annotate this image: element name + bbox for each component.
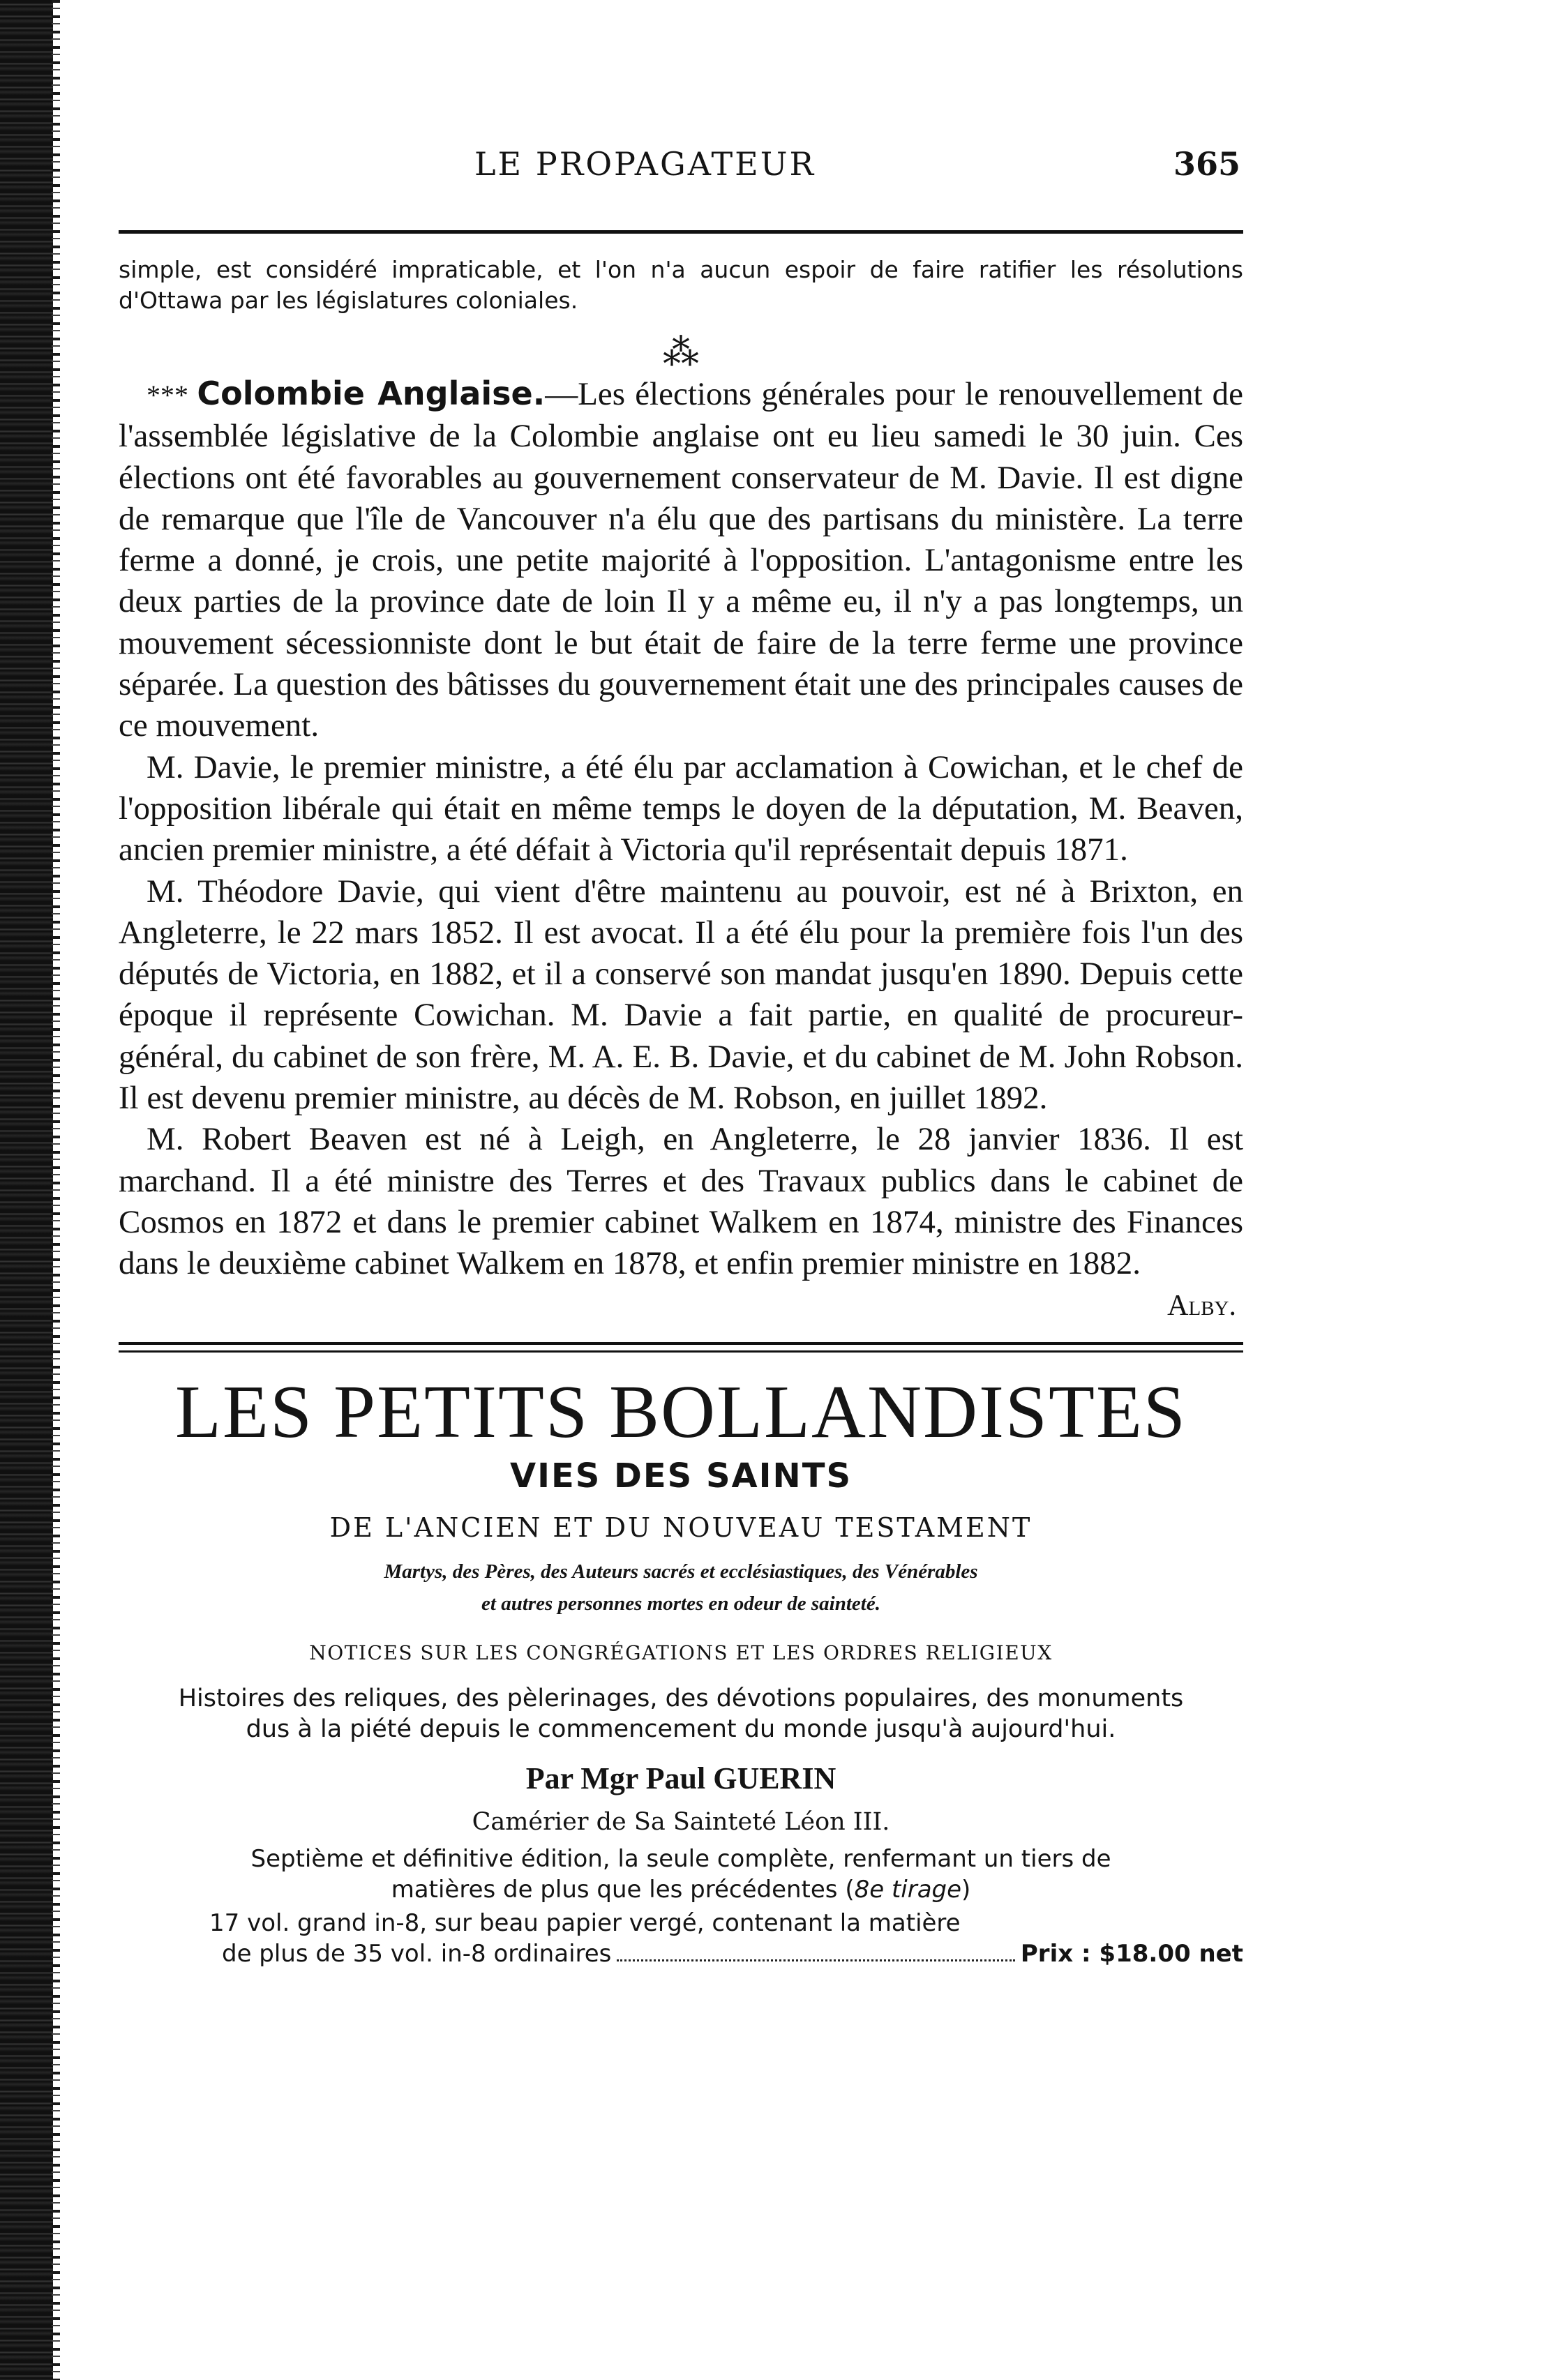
journal-title: LE PROPAGATEUR xyxy=(474,145,816,183)
section-asterism: ⁂ xyxy=(663,332,699,374)
page-number: 365 xyxy=(1173,145,1240,183)
advertisement-rule xyxy=(119,1342,1243,1353)
ad-subtitle: VIES DES SAINTS xyxy=(509,1456,853,1496)
ad-description-1: Histoires des reliques, des pèlerinages, des dévotions populaires, des monuments xyxy=(178,1684,1184,1712)
ad-author: Par Mgr Paul GUERIN xyxy=(525,1761,836,1795)
paragraph-text: —Les élections générales pour le renouvellement de l'assemblée législative de la Colombie anglaise ont eu lieu samedi le 30 juin. Ces élections ont été favorables au gouvernement conservateur de M. Davie. Il est digne de remarque que l'île de Vancouver n'a élu que des partisans du ministère. La terre ferme a donné, je crois, une petite majorité à l'opposition. L'antagonisme entre les deux parties de la province date de loin Il y a même eu, il n'y a pas longtemps, un mouvement sécessionniste dont le but était de faire de la terre ferme une province séparée. La question des bâtisses du gouvernement était une des principales causes de ce mouvement. xyxy=(119,376,1243,744)
ad-testament: DE L'ANCIEN ET DU NOUVEAU TESTAMENT xyxy=(329,1512,1033,1543)
ad-edition-2 xyxy=(119,1874,1243,1905)
article-paragraph-2: M. Davie, le premier ministre, a été élu par acclamation à Cowichan, et le chef de l'opposition libérale qui était en même temps le doyen de la députation, M. Beaven, ancien premier ministre, a été défait à Victoria qu'il représentait depuis 1871. xyxy=(119,748,1243,868)
ad-volumes: 17 vol. grand in-8, sur beau papier vergé, contenant la matière xyxy=(209,1908,961,1937)
advertisement xyxy=(119,1371,1243,1969)
section-heading: Colombie Anglaise. xyxy=(197,375,546,412)
ad-italic-line-1: Martys, des Pères, des Auteurs sacrés et ecclésiastiques, des Vénérables xyxy=(384,1560,978,1583)
ad-edition-text: matières de plus que les précédentes ( xyxy=(391,1875,855,1904)
article-paragraph-1 xyxy=(119,373,1243,747)
running-head xyxy=(119,133,1243,195)
ad-description-2: dus à la piété depuis le commencement du monde jusqu'à aujourd'hui. xyxy=(246,1715,1116,1743)
ad-notices: NOTICES SUR LES CONGRÉGATIONS ET LES ORDRES RELIGIEUX xyxy=(309,1641,1053,1664)
ad-author-role: Camérier de Sa Sainteté Léon III. xyxy=(472,1807,890,1836)
author-signature: Alby. xyxy=(1167,1289,1236,1322)
ad-edition-close: ) xyxy=(961,1875,971,1904)
ad-edition-tirage: 8e tirage xyxy=(854,1875,962,1904)
ad-italic-line-2: et autres personnes mortes en odeur de sainteté. xyxy=(481,1592,880,1615)
ad-price-line xyxy=(119,1938,1243,1969)
ad-edition-1: Septième et définitive édition, la seule complète, renfermant un tiers de xyxy=(250,1844,1111,1873)
ad-volumes-2: de plus de 35 vol. in-8 ordinaires xyxy=(222,1939,612,1968)
continuation-paragraph: simple, est considéré impraticable, et l'on n'a aucun espoir de faire ratifier les résolutions d'Ottawa par les législatures coloniales. xyxy=(119,256,1243,314)
lead-asterisks: *** xyxy=(147,379,197,411)
page xyxy=(119,133,1243,1969)
ad-title: LES PETITS BOLLANDISTES xyxy=(175,1370,1187,1454)
header-rule xyxy=(119,230,1243,234)
article-paragraph-3: M. Théodore Davie, qui vient d'être maintenu au pouvoir, est né à Brixton, en Angleterre, le 22 mars 1852. Il est avocat. Il a été élu pour la première fois l'un des députés de Victoria, en 1882, et il a conservé son mandat jusqu'en 1890. Depuis cette époque il représente Cowichan. M. Davie a fait partie, en qualité de procureur-général, du cabinet de son frère, M. A. E. B. Davie, et du cabinet de M. John Robson. Il est devenu premier ministre, au décès de M. Robson, en juillet 1892. xyxy=(119,873,1243,1117)
ad-price: Prix : $18.00 net xyxy=(1020,1939,1243,1968)
article-paragraph-4: M. Robert Beaven est né à Leigh, en Angleterre, le 28 janvier 1836. Il est marchand. Il a été ministre des Terres et des Travaux publics dans le cabinet de Cosmos en 1872 et dans le premier cabinet Walkem en 1874, ministre des Finances dans le deuxième cabinet Walkem en 1878, et enfin premier ministre en 1882. xyxy=(119,1121,1243,1282)
dotted-leader xyxy=(617,1959,1015,1961)
scan-edge xyxy=(0,0,53,2380)
